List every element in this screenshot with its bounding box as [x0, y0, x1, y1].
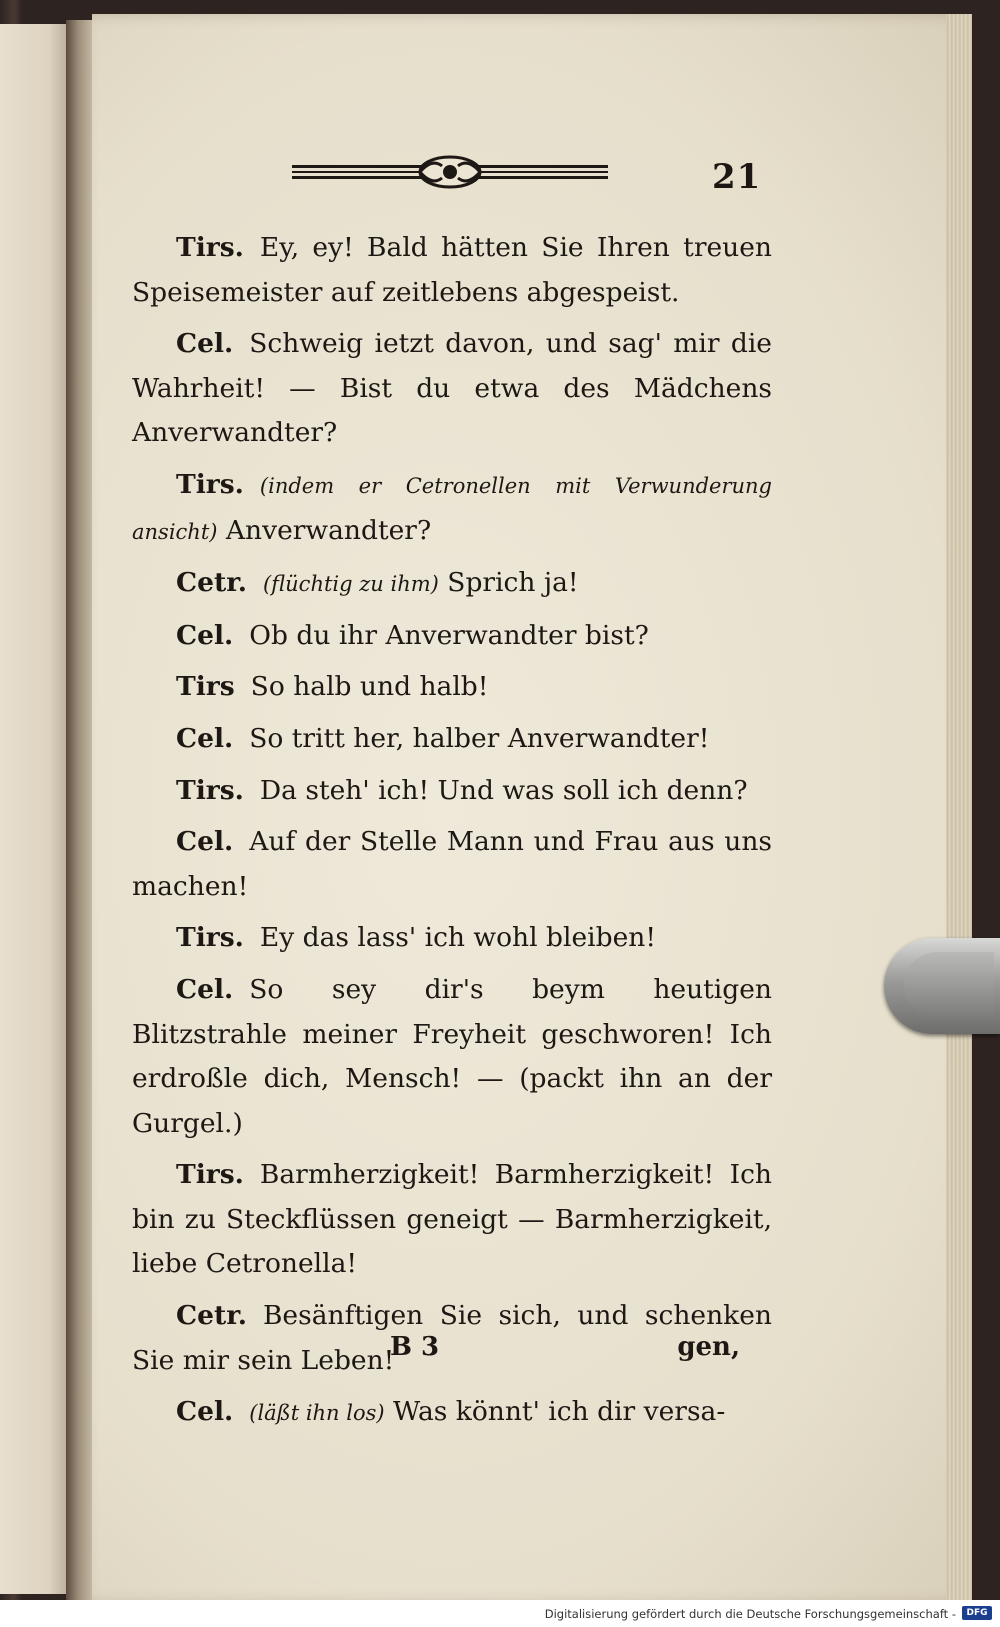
speaker-name: Tirs.: [176, 1159, 244, 1191]
speaker-name: Tirs: [176, 671, 235, 703]
speaker-name: Cel.: [176, 722, 234, 754]
stage-direction: (flüchtig zu ihm): [262, 572, 439, 597]
dialogue-speech: Sprich ja!: [447, 567, 579, 599]
header-ornament: [292, 152, 608, 192]
dialogue-line: [132, 820, 772, 909]
speaker-name: Cel.: [176, 973, 234, 1005]
dialogue-line: [132, 968, 772, 1146]
speaker-name: Cel.: [176, 328, 234, 360]
dialogue-line: [132, 614, 772, 659]
dialogue-speech: Anverwandter?: [225, 514, 432, 546]
dialogue-line: [132, 322, 772, 456]
dialogue-line: [132, 717, 772, 762]
speaker-name: Cel.: [176, 1396, 234, 1428]
speaker-name: Tirs.: [176, 468, 244, 500]
dfg-logo-icon: DFG: [962, 1606, 992, 1620]
dialogue-speech: So tritt her, halber Anverwandter!: [249, 722, 710, 754]
page-block-edge: [946, 14, 972, 1604]
dialogue-text: [132, 226, 772, 1436]
speaker-name: Cetr.: [176, 1300, 247, 1332]
dialogue-line: [132, 226, 772, 315]
signature-mark: B 3: [390, 1332, 440, 1362]
page-clip: [884, 938, 1000, 1034]
speaker-name: Cel.: [176, 619, 234, 651]
speaker-name: Tirs.: [176, 232, 244, 263]
dialogue-line: [132, 1390, 772, 1436]
dialogue-speech: Besänftigen Sie sich, und schenken Sie mir sein Leben!: [132, 1300, 772, 1376]
digitization-credit-bar: [0, 1600, 1000, 1627]
dialogue-speech: Barmherzigkeit! Barmherzigkeit! Ich bin zu Steckflüssen geneigt — Barmherzigkeit, liebe Cetronella!: [132, 1159, 772, 1280]
dialogue-speech: Da steh' ich! Und was soll ich denn?: [259, 774, 748, 806]
dialogue-line: [132, 665, 772, 710]
dialogue-speech: So halb und halb!: [250, 671, 489, 703]
page-number: 21: [712, 157, 762, 197]
dialogue-speech: So sey dir's beym heutigen Blitzstrahle meiner Freyheit geschworen! Ich erdroßle dich, Mensch! — (packt ihn an der Gurgel.): [132, 973, 772, 1139]
speaker-name: Tirs.: [176, 922, 244, 954]
dialogue-line: [132, 561, 772, 607]
dialogue-line: [132, 769, 772, 814]
dialogue-speech: Auf der Stelle Mann und Frau aus uns machen!: [132, 826, 772, 902]
speaker-name: Cel.: [176, 826, 234, 858]
dialogue-speech: Was könnt' ich dir versa-: [393, 1396, 726, 1428]
dialogue-speech: Schweig ietzt davon, und sag' mir die Wahrheit! — Bist du etwa des Mädchens Anverwandter?: [132, 328, 772, 449]
facing-page-edge: [0, 24, 70, 1594]
dialogue-speech: Ob du ihr Anverwandter bist?: [249, 619, 649, 651]
speaker-name: Cetr.: [176, 567, 247, 599]
catchword: gen,: [677, 1332, 740, 1362]
page-footer: [132, 1332, 740, 1372]
stage-direction: (indem er Cetronellen mit Verwunderung ansicht): [132, 473, 772, 544]
dialogue-line: [132, 1153, 772, 1287]
dialogue-speech: Ey das lass' ich wohl bleiben!: [259, 922, 656, 954]
dialogue-line: [132, 916, 772, 961]
dialogue-line: [132, 463, 772, 554]
dialogue-speech: Ey, ey! Bald hätten Sie Ihren treuen Speisemeister auf zeitlebens abgespeist.: [132, 232, 772, 308]
stage-direction: (läßt ihn los): [249, 1401, 385, 1426]
dfg-credit-text: Digitalisierung gefördert durch die Deutsche Forschungsgemeinschaft -: [544, 1607, 956, 1621]
speaker-name: Tirs.: [176, 774, 244, 806]
